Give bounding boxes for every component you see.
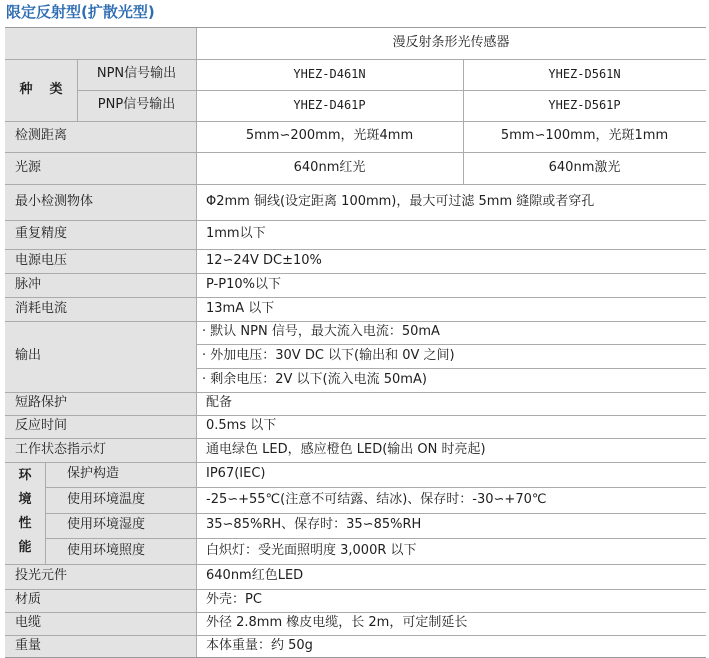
environment-char-2: 境: [18, 492, 32, 507]
row-divider: [5, 438, 706, 439]
row-divider: [45, 513, 706, 514]
cable-value: 外径 2.8mm 橡皮电缆，长 2m，可定制延长: [206, 615, 468, 631]
repeat-value-cell: [196, 220, 706, 249]
product-name-cell: [196, 28, 706, 59]
short-protect-label: 短路保护: [15, 395, 68, 411]
min-object-value: Φ2mm 铜线(设定距离 100mm)，最大可过滤 5mm 缝隙或者穿孔: [206, 193, 595, 209]
column-divider: [45, 462, 46, 564]
row-divider: [5, 392, 706, 393]
weight-label: 重量: [15, 637, 42, 653]
distance-label-cell: [5, 121, 196, 152]
material-value-cell: [196, 589, 706, 612]
indicator-value-cell: [196, 438, 706, 462]
voltage-label-cell: [5, 249, 196, 273]
short-protect-label-cell: [5, 392, 196, 415]
npn-model-1-cell: [196, 59, 463, 90]
humidity-label-cell: [45, 513, 196, 538]
output-line-3-cell: [196, 368, 706, 392]
light-source-value-1: 640nm红光: [293, 159, 366, 175]
emitter-label: 投光元件: [15, 568, 68, 584]
pnp-label: PNP信号输出: [97, 97, 176, 113]
row-divider: [5, 415, 706, 416]
response-label-cell: [5, 415, 196, 438]
npn-label: NPN信号输出: [96, 66, 177, 82]
output-line-1: · 默认 NPN 信号，最大流入电流：50mA: [202, 324, 440, 340]
spec-table: [5, 27, 706, 658]
distance-value-2-cell: [463, 121, 706, 152]
repeat-label-cell: [5, 220, 196, 249]
min-object-label: 最小检测物体: [15, 193, 94, 209]
min-object-label-cell: [5, 184, 196, 220]
row-divider: [5, 589, 706, 590]
output-line-2: · 外加电压：30V DC 以下(输出和 0V 之间): [202, 347, 455, 363]
npn-label-cell: [77, 59, 196, 90]
response-value: 0.5ms 以下: [206, 418, 277, 434]
column-divider: [196, 28, 197, 657]
light-source-label: 光源: [15, 159, 42, 175]
pnp-model-2: YHEZ-D561P: [548, 97, 621, 112]
page-title: 限定反射型(扩散光型): [6, 3, 155, 21]
light-source-label-cell: [5, 152, 196, 184]
pnp-model-1: YHEZ-D461P: [293, 97, 366, 112]
row-divider: [5, 152, 706, 153]
cable-label: 电缆: [15, 615, 42, 631]
output-line-3: · 剩余电压：2V 以下(流入电流 50mA): [202, 371, 427, 387]
pulse-label-cell: [5, 273, 196, 297]
illuminance-value: 白炽灯：受光面照明度 3,000R 以下: [206, 542, 417, 558]
protection-value-cell: [196, 462, 706, 487]
npn-model-2: YHEZ-D561N: [548, 66, 621, 81]
min-object-value-cell: [196, 184, 706, 220]
row-divider: [196, 368, 706, 369]
row-divider: [5, 462, 706, 463]
distance-value-1-cell: [196, 121, 463, 152]
row-divider: [5, 249, 706, 250]
voltage-value: 12∽24V DC±10%: [206, 252, 322, 268]
row-divider: [5, 220, 706, 221]
light-source-value-1-cell: [196, 152, 463, 184]
column-divider: [463, 59, 464, 184]
protection-value: IP67(IEC): [206, 466, 266, 482]
light-source-value-2: 640nm激光: [548, 159, 621, 175]
indicator-label-cell: [5, 438, 196, 462]
row-divider: [5, 273, 706, 274]
temperature-label-cell: [45, 487, 196, 513]
output-label: 输出: [15, 348, 42, 364]
header-blank-cell: [5, 28, 196, 59]
weight-label-cell: [5, 635, 196, 657]
illuminance-label-cell: [45, 538, 196, 564]
type-label-char-1: 种: [19, 81, 33, 97]
current-label-cell: [5, 297, 196, 321]
row-divider: [5, 59, 706, 60]
distance-label: 检测距离: [15, 128, 68, 144]
temperature-value-cell: [196, 487, 706, 513]
illuminance-label: 使用环境照度: [67, 542, 146, 558]
row-divider: [5, 635, 706, 636]
environment-char-1: 环: [18, 468, 32, 483]
row-divider: [45, 487, 706, 488]
indicator-value: 通电绿色 LED，感应橙色 LED(输出 ON 时亮起): [206, 441, 486, 457]
product-name: 漫反射条形光传感器: [392, 35, 510, 51]
indicator-label: 工作状态指示灯: [15, 441, 107, 457]
humidity-label: 使用环境湿度: [67, 517, 146, 533]
environment-char-3: 性: [18, 516, 32, 531]
current-value: 13mA 以下: [206, 300, 275, 316]
voltage-value-cell: [196, 249, 706, 273]
type-label-char-2: 类: [49, 81, 63, 97]
protection-label-cell: [45, 462, 196, 487]
row-divider: [5, 321, 706, 322]
temperature-label: 使用环境温度: [67, 491, 146, 507]
emitter-label-cell: [5, 564, 196, 589]
response-value-cell: [196, 415, 706, 438]
emitter-value: 640nm红色LED: [206, 568, 304, 584]
emitter-value-cell: [196, 564, 706, 589]
weight-value: 本体重量：约 50g: [206, 637, 313, 653]
temperature-value: -25∽+55℃(注意不可结露、结冰)、保存时：-30∽+70℃: [206, 491, 547, 507]
light-source-value-2-cell: [463, 152, 706, 184]
row-divider: [5, 612, 706, 613]
material-label-cell: [5, 589, 196, 612]
row-divider: [196, 344, 706, 345]
pnp-model-1-cell: [196, 90, 463, 121]
voltage-label: 电源电压: [15, 252, 68, 268]
row-divider: [5, 184, 706, 185]
short-protect-value-cell: [196, 392, 706, 415]
pulse-label: 脉冲: [15, 276, 42, 292]
protection-label: 保护构造: [67, 466, 120, 482]
pnp-label-cell: [77, 90, 196, 121]
current-value-cell: [196, 297, 706, 321]
humidity-value: 35∽85%RH、保存时：35∽85%RH: [206, 517, 422, 533]
short-protect-value: 配备: [206, 395, 233, 411]
repeat-label: 重复精度: [15, 226, 68, 242]
output-line-1-cell: [196, 321, 706, 344]
material-label: 材质: [15, 592, 42, 608]
illuminance-value-cell: [196, 538, 706, 564]
response-label: 反应时间: [15, 418, 68, 434]
row-divider: [5, 121, 706, 122]
output-line-2-cell: [196, 344, 706, 368]
column-divider: [77, 59, 78, 121]
row-divider: [5, 297, 706, 298]
output-label-cell: [5, 321, 196, 392]
npn-model-2-cell: [463, 59, 706, 90]
row-divider: [45, 538, 706, 539]
material-value: 外壳：PC: [206, 592, 262, 608]
distance-value-2: 5mm∽100mm，光斑1mm: [500, 128, 669, 144]
pnp-model-2-cell: [463, 90, 706, 121]
repeat-value: 1mm以下: [206, 226, 266, 242]
type-group-label: [5, 59, 77, 121]
cable-value-cell: [196, 612, 706, 635]
weight-value-cell: [196, 635, 706, 657]
humidity-value-cell: [196, 513, 706, 538]
row-divider: [77, 90, 706, 91]
pulse-value-cell: [196, 273, 706, 297]
row-divider: [5, 564, 706, 565]
environment-char-4: 能: [18, 540, 32, 555]
distance-value-1: 5mm∽200mm，光斑4mm: [245, 128, 414, 144]
pulse-value: P-P10%以下: [206, 276, 281, 292]
npn-model-1: YHEZ-D461N: [293, 66, 366, 81]
current-label: 消耗电流: [15, 300, 68, 316]
cable-label-cell: [5, 612, 196, 635]
